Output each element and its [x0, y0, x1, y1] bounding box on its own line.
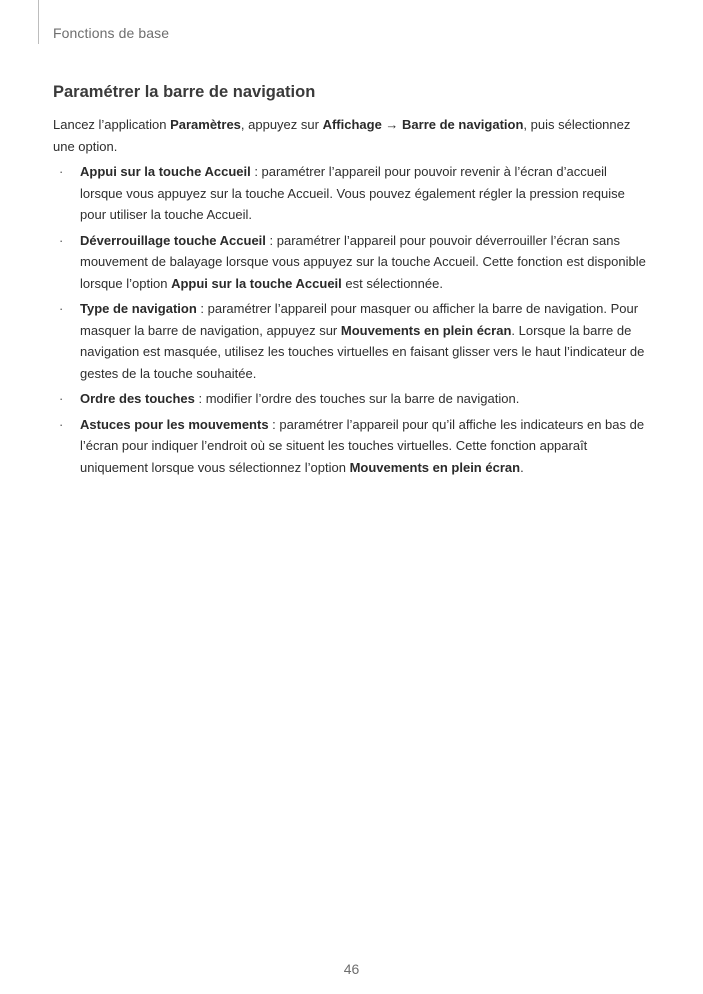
item-text: . Lorsque la barre de navigation est masquée, utilisez les touches virtuelles en faisant glisser vers le haut l’indicateur de gestes de la touche souhaitée.	[80, 322, 645, 381]
bullet-icon: ·	[59, 301, 64, 316]
running-header: Fonctions de base	[53, 25, 170, 41]
item-text: : paramétrer l’appareil pour masquer ou afficher la barre de navigation. Pour masquer la barre de navigation, appuyez sur	[80, 301, 639, 338]
item-inline-term: Appui sur la touche Accueil	[171, 275, 342, 291]
page-number: 46	[343, 961, 360, 977]
intro-text: Lancez l’application	[53, 117, 171, 132]
header-rule	[38, 0, 39, 44]
bullet-icon: ·	[59, 391, 64, 406]
body-content	[53, 114, 653, 482]
intro-term-affichage: Affichage	[322, 117, 382, 132]
intro-paragraph	[53, 114, 653, 157]
list-item-ordre-touches	[53, 388, 653, 410]
arrow-icon: →	[381, 117, 403, 132]
list-item-appui-touche-accueil	[53, 161, 653, 226]
item-term: Ordre des touches	[80, 391, 195, 406]
intro-term-barre-navigation: Barre de navigation	[402, 117, 524, 132]
intro-term-parametres: Paramètres	[170, 117, 241, 132]
item-term: Type de navigation	[80, 301, 197, 316]
options-list	[53, 161, 653, 478]
item-term: Déverrouillage touche Accueil	[80, 232, 266, 248]
item-text: : paramétrer l’appareil pour qu’il affiche les indicateurs en bas de l’écran pour indiquer l’endroit où se situent les touches virtuelles. Cette fonction apparaît uniquement lorsque vous sélectionnez l’option	[80, 416, 645, 475]
item-text: est sélectionnée.	[341, 275, 443, 291]
item-term: Astuces pour les mouvements	[80, 416, 269, 432]
list-item-astuces-mouvements	[53, 414, 653, 479]
section-title: Paramétrer la barre de navigation	[53, 83, 316, 101]
item-term: Appui sur la touche Accueil	[80, 164, 251, 179]
item-inline-term: Mouvements en plein écran	[349, 459, 521, 475]
bullet-icon: ·	[59, 232, 64, 248]
intro-text: , puis sélectionnez une option.	[53, 117, 631, 154]
bullet-icon: ·	[59, 416, 64, 432]
list-item-deverrouillage-touche-accueil	[53, 230, 653, 295]
item-text: : modifier l’ordre des touches sur la barre de navigation.	[194, 391, 520, 406]
item-text: .	[520, 459, 524, 475]
item-text: : paramétrer l’appareil pour pouvoir déverrouiller l’écran sans mouvement de balayage lorsque vous appuyez sur la touche Accueil. Cette fonction est disponible lorsque l’option	[80, 232, 646, 291]
item-text: : paramétrer l’appareil pour pouvoir revenir à l’écran d’accueil lorsque vous appuyez sur la touche Accueil. Vous pouvez également régler la pression requise pour utiliser la touche Accueil.	[80, 164, 625, 222]
intro-text: , appuyez sur	[240, 117, 323, 132]
item-inline-term: Mouvements en plein écran	[340, 322, 512, 338]
bullet-icon: ·	[59, 164, 64, 179]
list-item-type-navigation	[53, 298, 653, 384]
